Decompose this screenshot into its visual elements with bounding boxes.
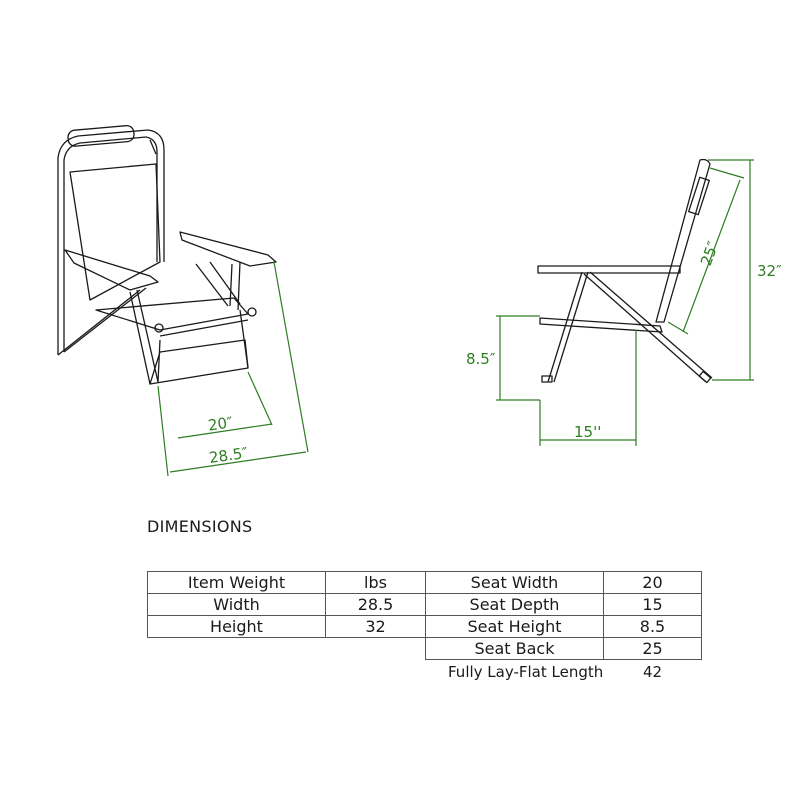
dim-side-seat-height: 8.5″ — [466, 350, 496, 368]
table-row — [148, 572, 426, 594]
spec-label: Height — [148, 616, 326, 638]
lay-flat-value: 42 — [643, 663, 663, 681]
spec-value: lbs — [326, 572, 426, 594]
table-row — [148, 594, 426, 616]
spec-label: Seat Width — [426, 572, 604, 594]
spec-value: 20 — [604, 572, 702, 594]
spec-label: Width — [148, 594, 326, 616]
spec-value: 8.5 — [604, 616, 702, 638]
spec-value: 32 — [326, 616, 426, 638]
spec-label: Seat Height — [426, 616, 604, 638]
spec-value: 25 — [604, 638, 702, 660]
spec-table-left — [147, 571, 426, 638]
dimensions-heading: DIMENSIONS — [147, 517, 253, 536]
spec-value: 15 — [604, 594, 702, 616]
dim-front-width-inner: 20″ — [206, 413, 234, 435]
spec-label: Seat Depth — [426, 594, 604, 616]
lay-flat-label: Fully Lay-Flat Length — [448, 663, 604, 681]
dim-front-width-outer: 28.5″ — [207, 443, 250, 467]
spec-label: Item Weight — [148, 572, 326, 594]
dim-side-height: 32″ — [757, 262, 782, 280]
spec-value: 28.5 — [326, 594, 426, 616]
table-row — [426, 572, 702, 594]
dim-side-depth: 15'' — [574, 423, 602, 441]
spec-table-right — [425, 571, 702, 660]
table-row — [426, 638, 702, 660]
table-row — [426, 594, 702, 616]
chair-front-view — [58, 125, 276, 384]
chair-side-view — [538, 160, 712, 383]
spec-label: Seat Back — [426, 638, 604, 660]
table-row — [148, 616, 426, 638]
dim-side-back: 25″ — [697, 238, 723, 269]
table-row — [426, 616, 702, 638]
